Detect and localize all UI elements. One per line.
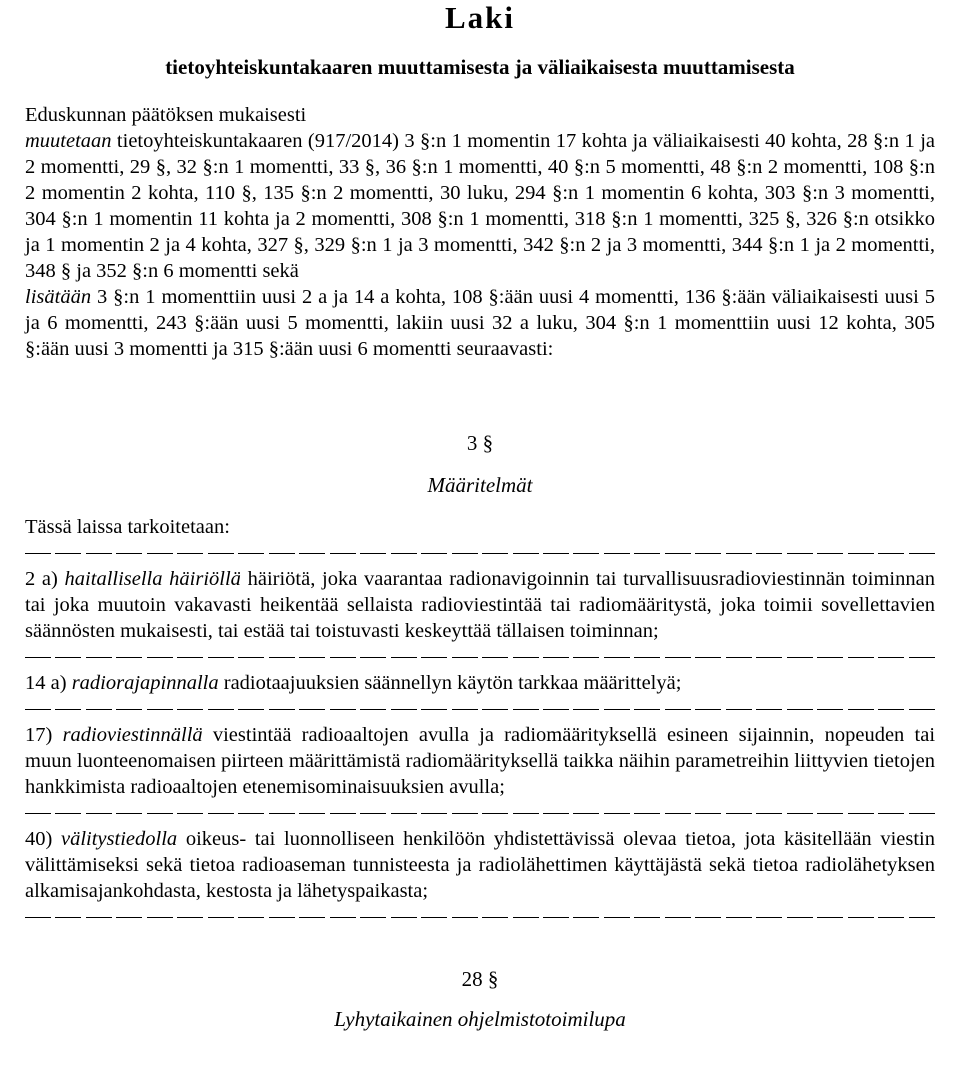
omission-dashes (25, 540, 935, 566)
omission-dashes (25, 904, 935, 930)
amend-text: tietoyhteiskuntakaaren (917/2014) 3 §:n 1 momentin 17 kohta ja väliaikaisesti 40 kohta, 28 §:n 1 ja 2 momentti, 29 §, 32 §:n 1 momentti, 33 §, 36 §:n 1 momentti, 40 §:n 5 momentti, 48 §:n 2 momentti, 108 §:n 2 momentin 2 kohta, 110 §, 135 §:n 2 momentti, 30 luku, 294 §:n 1 momentin 6 kohta, 303 §:n 3 momentti, 304 §:n 1 momentin 11 kohta ja 2 momentti, 308 §:n 1 momentti, 318 §:n 1 momentti, 325 §, 326 §:n otsikko ja 1 momentin 2 ja 4 kohta, 327 §, 329 §:n 1 ja 3 momentti, 342 §:n 2 ja 3 momentti, 344 §:n 1 ja 2 momentti, 348 § ja 352 §:n 6 momentti sekä (25, 130, 935, 282)
omission-dashes (25, 644, 935, 670)
amend-keyword: muutetaan (25, 130, 112, 152)
defined-term: radiorajapinnalla (71, 672, 219, 694)
add-text: 3 §:n 1 momenttiin uusi 2 a ja 14 a kohta, 108 §:ään uusi 4 momentti, 136 §:ään väliaikaisesti uusi 5 ja 6 momentti, 243 §:ään uusi 5 momentti, lakiin uusi 32 a luku, 304 §:n 1 momenttiin uusi 12 kohta, 305 §:ään uusi 3 momentti ja 315 §:ään uusi 6 momentti seuraavasti: (25, 286, 935, 360)
omission-dashes (25, 696, 935, 722)
definition-text: radiotaajuuksien säännellyn käytön tarkkaa määrittelyä; (218, 672, 682, 694)
item-number: 40) (25, 828, 53, 850)
defined-term: haitallisella häiriöllä (64, 568, 241, 590)
section-3-heading: Määritelmät (427, 473, 533, 497)
definition-text: oikeus- tai luonnolliseen henkilöön yhdistettävissä olevaa tietoa, jota käsitellään viestin välittämiseksi sekä tietoa radioaseman tunnisteesta ja radiolähettimen käyttäjästä sekä tietoa radiolähetyksen alkamisajankohdasta, kestosta ja lähetyspaikasta; (25, 828, 935, 902)
section-3-lead: Tässä laissa tarkoitetaan: (25, 516, 230, 538)
addition-paragraph (25, 284, 935, 362)
definition-item (25, 670, 935, 696)
add-keyword: lisätään (25, 286, 92, 308)
enactment-clause (25, 102, 935, 362)
law-title: Laki (444, 0, 516, 35)
omission-dashes (25, 800, 935, 826)
definition-item (25, 566, 935, 644)
definition-text: viestintää radioaaltojen avulla ja radiomäärityksellä esineen sijainnin, nopeuden tai muun luonteenomaisen piirteen määrittämistä radiomäärityksellä taikka näihin parametreihin liittyvien tietojen hankkimista radioaaltojen etenemisominaisuuksien avulla; (25, 724, 936, 798)
definition-item (25, 722, 935, 800)
document-page (25, 0, 935, 1032)
definition-text: häiriötä, joka vaarantaa radionavigoinnin tai turvallisuusradioviestinnän toiminnan tai joka muutoin vakavasti heikentää sellaista radioviestintää tai radiomääritystä, joka toimii sovellettavien säännösten mukaisesti, tai estää tai toistuvasti keskeyttää tällaisen toiminnan; (25, 568, 935, 642)
enactment-intro: Eduskunnan päätöksen mukaisesti (25, 104, 307, 126)
section-3-number: 3 § (466, 431, 494, 455)
law-subtitle: tietoyhteiskuntakaaren muuttamisesta ja väliaikaisesta muuttamisesta (165, 55, 795, 79)
definition-item (25, 826, 935, 904)
defined-term: radioviestinnällä (62, 724, 203, 746)
amendment-paragraph (25, 128, 935, 284)
item-number: 2 a) (25, 568, 58, 590)
item-number: 17) (25, 724, 53, 746)
section-28-number: 28 § (461, 967, 499, 991)
item-number: 14 a) (25, 672, 67, 694)
section-28-heading: Lyhytaikainen ohjelmistotoimilupa (334, 1007, 626, 1031)
defined-term: välitystiedolla (61, 828, 178, 850)
